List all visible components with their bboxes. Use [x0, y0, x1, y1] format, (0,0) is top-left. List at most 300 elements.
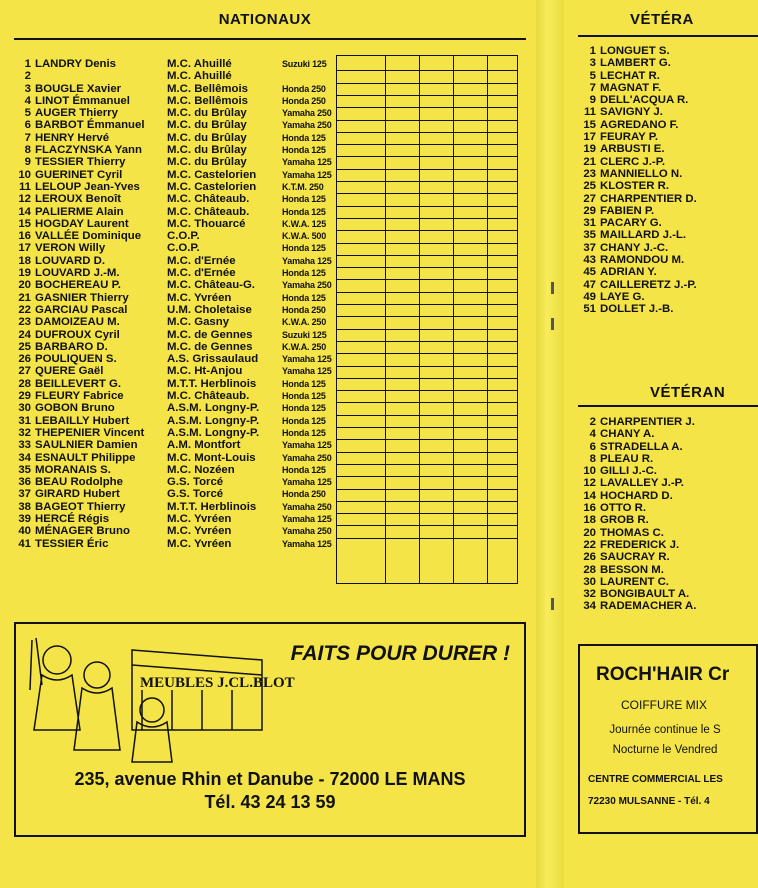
- rider-club: G.S. Torcé: [167, 488, 224, 501]
- veteran-row: [576, 465, 696, 477]
- grid-row-line: [337, 427, 517, 428]
- grid-row-line: [337, 255, 517, 256]
- veteran-name: CHARPENTIER D.: [600, 192, 697, 205]
- grid-row-line: [337, 378, 517, 379]
- veteran-name: STRADELLA A.: [600, 440, 683, 453]
- rider-club: M.C. Castelorien: [167, 168, 257, 181]
- nationaux-row: [14, 365, 336, 377]
- grid-row-line: [337, 489, 517, 490]
- rochhair-line1: COIFFURE MIX: [621, 698, 707, 712]
- nationaux-row: [14, 464, 336, 476]
- nationaux-row: [14, 267, 336, 279]
- nationaux-row: [14, 206, 336, 218]
- grid-row-line: [337, 243, 517, 244]
- veteran-name: CHANY A.: [600, 428, 655, 441]
- nationaux-row: [14, 390, 336, 402]
- rider-number: 10: [18, 168, 31, 181]
- rider-name: BOUGLE Xavier: [35, 82, 122, 95]
- rider-club: A.S.M. Longny-P.: [167, 414, 260, 427]
- grid-row-line: [337, 218, 517, 219]
- rider-number: 15: [18, 217, 31, 230]
- veterans-b-list: [576, 416, 696, 613]
- rider-club: M.C. Ht-Anjou: [167, 365, 243, 378]
- veteran-number: 1: [589, 45, 596, 57]
- veteran-number: 6: [589, 440, 596, 453]
- rider-bike: K.W.A. 500: [282, 231, 327, 242]
- rider-bike: Honda 125: [282, 194, 326, 205]
- veterans-a-list: [576, 45, 697, 316]
- veteran-name: AGREDANO F.: [600, 118, 679, 131]
- rider-name: GASNIER Thierry: [35, 291, 129, 304]
- grid-row-line: [337, 402, 517, 403]
- veteran-row: [576, 564, 696, 576]
- veteran-row: [576, 70, 697, 82]
- veteran-number: 20: [583, 526, 596, 539]
- rider-name: BEAU Rodolphe: [35, 476, 123, 489]
- rider-bike: Honda 125: [282, 378, 326, 389]
- grid-column-line: [453, 56, 454, 583]
- nationaux-row: [14, 378, 336, 390]
- rider-bike: Honda 125: [282, 206, 326, 217]
- veteran-row: [576, 193, 697, 205]
- rider-name: QUERE Gaël: [35, 365, 104, 378]
- veteran-name: SAUCRAY R.: [600, 551, 670, 564]
- ad-meubles: [14, 622, 526, 837]
- veteran-name: LAURENT C.: [600, 575, 669, 588]
- rider-bike: Honda 125: [282, 145, 326, 156]
- rider-number: 24: [18, 328, 31, 341]
- rider-club: M.C. du Brûlay: [167, 107, 247, 120]
- rider-number: 28: [18, 377, 31, 390]
- nationaux-row: [14, 107, 336, 119]
- rider-club: M.C. Mont-Louis: [167, 451, 256, 464]
- veteran-row: [576, 119, 697, 131]
- rider-name: MÉNAGER Bruno: [35, 525, 130, 538]
- veteran-row: [576, 453, 696, 465]
- nationaux-row: [14, 452, 336, 464]
- veteran-name: PLEAU R.: [600, 452, 654, 465]
- veteran-number: 31: [583, 217, 596, 230]
- veteran-name: MAGNAT F.: [600, 81, 662, 94]
- rider-name: LELOUP Jean-Yves: [35, 180, 140, 193]
- rider-bike: Yamaha 250: [282, 120, 332, 131]
- veteran-name: LECHAT R.: [600, 69, 660, 82]
- veteran-number: 27: [583, 192, 596, 205]
- rider-club: M.C. du Brûlay: [167, 144, 247, 157]
- veteran-name: MANNIELLO N.: [600, 167, 683, 180]
- veteran-name: MAILLARD J.-L.: [600, 229, 687, 242]
- veteran-row: [576, 303, 697, 315]
- veteran-row: [576, 428, 696, 440]
- rider-club: M.C. d'Ernée: [167, 267, 236, 280]
- veteran-number: 9: [589, 94, 596, 107]
- nationaux-row: [14, 230, 336, 242]
- rider-number: 8: [24, 144, 31, 157]
- rider-number: 4: [24, 94, 31, 107]
- rider-name: FLACZYNSKA Yann: [35, 144, 142, 157]
- veteran-name: LAMBERT G.: [600, 57, 671, 70]
- veteran-row: [576, 168, 697, 180]
- rider-number: 27: [18, 365, 31, 378]
- veteran-name: DOLLET J.-B.: [600, 303, 674, 316]
- veteran-name: RAMONDOU M.: [600, 254, 685, 267]
- rider-number: 20: [18, 279, 31, 292]
- veteran-name: CAILLERETZ J.-P.: [600, 278, 697, 291]
- grid-row-line: [337, 366, 517, 367]
- rider-number: 33: [18, 439, 31, 452]
- veteran-row: [576, 539, 696, 551]
- nationaux-row: [14, 353, 336, 365]
- veteran-number: 7: [589, 81, 596, 94]
- grid-row-line: [337, 279, 517, 280]
- grid-row-line: [337, 144, 517, 145]
- nationaux-row: [14, 402, 336, 414]
- veteran-name: BONGIBAULT A.: [600, 588, 690, 601]
- grid-column-line: [487, 56, 488, 583]
- rider-number: 18: [18, 254, 31, 267]
- veteran-number: 43: [583, 254, 596, 267]
- grid-row-line: [337, 304, 517, 305]
- veteran-number: 45: [583, 266, 596, 279]
- margin-mark: [551, 318, 554, 330]
- rider-number: 26: [18, 353, 31, 366]
- veteran-row: [576, 551, 696, 563]
- rider-bike: Yamaha 125: [282, 513, 332, 524]
- veteran-row: [576, 588, 696, 600]
- veteran-number: 35: [583, 229, 596, 242]
- nationaux-row: [14, 292, 336, 304]
- rider-name: HERCÉ Régis: [35, 512, 110, 525]
- rider-bike: Honda 125: [282, 391, 326, 402]
- veteran-number: 22: [583, 538, 596, 551]
- rider-name: LINOT Émmanuel: [35, 94, 130, 107]
- nationaux-row: [14, 439, 336, 451]
- rider-bike: Honda 125: [282, 403, 326, 414]
- grid-row-line: [337, 120, 517, 121]
- rider-club: C.O.P.: [167, 230, 200, 243]
- veteran-row: [576, 490, 696, 502]
- rider-name: VERON Willy: [35, 242, 106, 255]
- veteran-row: [576, 94, 697, 106]
- veteran-row: [576, 441, 696, 453]
- rider-name: DUFROUX Cyril: [35, 328, 120, 341]
- veteran-row: [576, 131, 697, 143]
- rider-bike: Yamaha 125: [282, 255, 332, 266]
- rider-bike: Yamaha 125: [282, 169, 332, 180]
- rider-club: M.C. du Brûlay: [167, 156, 247, 169]
- nationaux-row: [14, 501, 336, 513]
- rider-name: AUGER Thierry: [35, 107, 118, 120]
- veteran-number: 11: [583, 106, 596, 119]
- veteran-name: GROB R.: [600, 514, 649, 527]
- rider-bike: Yamaha 250: [282, 108, 332, 119]
- rider-name: GIRARD Hubert: [35, 488, 120, 501]
- veteran-name: FEURAY P.: [600, 131, 659, 144]
- veteran-row: [576, 527, 696, 539]
- veteran-row: [576, 291, 697, 303]
- rider-club: M.C. Yvréen: [167, 512, 232, 525]
- rider-bike: Yamaha 125: [282, 538, 332, 549]
- rider-name: VALLÉE Dominique: [35, 230, 142, 243]
- grid-row-line: [337, 292, 517, 293]
- grid-row-line: [337, 156, 517, 157]
- rider-bike: K.W.A. 125: [282, 218, 327, 229]
- grid-column-line: [419, 56, 420, 583]
- rider-club: M.C. Yvréen: [167, 525, 232, 538]
- rider-bike: K.W.A. 250: [282, 341, 327, 352]
- rider-club: M.C. Châteaub.: [167, 193, 250, 206]
- veteran-row: [576, 143, 697, 155]
- rider-name: POULIQUEN S.: [35, 353, 117, 366]
- rider-number: 36: [18, 476, 31, 489]
- veteran-name: HOCHARD D.: [600, 489, 673, 502]
- rochhair-title: ROCH'HAIR Cr: [596, 664, 730, 685]
- rider-club: A.S. Grissaulaud: [167, 353, 259, 366]
- veteran-row: [576, 266, 697, 278]
- veteran-number: 3: [589, 57, 596, 70]
- nationaux-row: [14, 341, 336, 353]
- grid-row-line: [337, 70, 517, 71]
- rider-number: 9: [24, 156, 31, 169]
- nationaux-row: [14, 329, 336, 341]
- veterans-a-rule: [578, 35, 758, 37]
- rider-number: 11: [18, 180, 31, 193]
- rider-bike: Honda 125: [282, 427, 326, 438]
- rider-bike: [282, 70, 336, 82]
- rider-club: M.C. d'Ernée: [167, 254, 236, 267]
- rider-club: M.C. du Brûlay: [167, 119, 247, 132]
- rider-club: M.C. Nozéen: [167, 463, 235, 476]
- veteran-name: LONGUET S.: [600, 45, 670, 57]
- veteran-name: KLOSTER R.: [600, 180, 669, 193]
- veteran-name: FREDERICK J.: [600, 538, 680, 551]
- veteran-name: SAVIGNY J.: [600, 106, 663, 119]
- veteran-number: 47: [583, 278, 596, 291]
- rider-number: 25: [18, 340, 31, 353]
- rochhair-line5: 72230 MULSANNE - Tél. 4: [588, 796, 710, 807]
- rider-name: GOBON Bruno: [35, 402, 115, 415]
- rider-club: G.S. Torcé: [167, 476, 224, 489]
- veteran-number: 14: [583, 489, 596, 502]
- rider-bike: Suzuki 125: [282, 59, 327, 69]
- rider-bike: Honda 125: [282, 268, 326, 279]
- grid-row-line: [337, 316, 517, 317]
- nationaux-row: [14, 427, 336, 439]
- veteran-name: BESSON M.: [600, 563, 664, 576]
- nationaux-row: [14, 476, 336, 488]
- nationaux-row: [14, 415, 336, 427]
- rider-name: HENRY Hervé: [35, 131, 110, 144]
- nationaux-row: [14, 95, 336, 107]
- rider-bike: Honda 125: [282, 132, 326, 143]
- veteran-name: OTTO R.: [600, 502, 646, 515]
- rider-bike: Suzuki 125: [282, 329, 327, 340]
- veteran-name: CHARPENTIER J.: [600, 416, 695, 428]
- nationaux-row: [14, 119, 336, 131]
- veteran-name: CHANY J.-C.: [600, 241, 669, 254]
- rider-bike: Honda 125: [282, 464, 326, 475]
- rider-club: M.C. Gasny: [167, 316, 230, 329]
- nationaux-row: [14, 218, 336, 230]
- veteran-name: ARBUSTI E.: [600, 143, 665, 156]
- margin-mark: [551, 598, 554, 610]
- grid-row-line: [337, 390, 517, 391]
- ad-slogan: FAITS POUR DURER !: [290, 642, 510, 665]
- grid-row-line: [337, 439, 517, 440]
- ad-address: 235, avenue Rhin et Danube - 72000 LE MANS: [74, 769, 466, 789]
- rider-club: M.C. de Gennes: [167, 328, 253, 341]
- veteran-number: 34: [583, 600, 596, 613]
- grid-row-line: [337, 452, 517, 453]
- rider-number: 7: [24, 131, 31, 144]
- veteran-number: 30: [583, 575, 596, 588]
- veteran-number: 32: [583, 588, 596, 601]
- nationaux-row: [14, 242, 336, 254]
- rider-club: M.T.T. Herblinois: [167, 500, 257, 513]
- veteran-row: [576, 229, 697, 241]
- veteran-number: 25: [583, 180, 596, 193]
- rider-bike: K.T.M. 250: [282, 181, 324, 192]
- veteran-name: FABIEN P.: [600, 204, 655, 217]
- rider-number: 39: [18, 512, 31, 525]
- grid-row-line: [337, 132, 517, 133]
- rider-club: A.M. Montfort: [167, 439, 241, 452]
- nationaux-rule: [14, 38, 526, 40]
- rider-bike: Honda 125: [282, 243, 326, 254]
- rider-bike: Yamaha 250: [282, 526, 332, 537]
- grid-row-line: [337, 464, 517, 465]
- veteran-name: LAVALLEY J.-P.: [600, 477, 684, 490]
- rider-name: GARCIAU Pascal: [35, 303, 128, 316]
- rider-number: 2: [24, 70, 31, 83]
- rider-club: M.C. Château-G.: [167, 279, 255, 292]
- rider-bike: Honda 250: [282, 95, 326, 106]
- rider-number: 5: [24, 107, 31, 120]
- grid-row-line: [337, 513, 517, 514]
- store-sign: MEUBLES J.CL.BLOT: [140, 675, 295, 691]
- veterans-b-title: VÉTÉRAN: [650, 384, 726, 401]
- rochhair-line2: Journée continue le S: [609, 724, 721, 736]
- rider-number: 31: [18, 414, 31, 427]
- rider-bike: Honda 250: [282, 489, 326, 500]
- rider-club: M.C. Bellêmois: [167, 94, 249, 107]
- rider-bike: Honda 250: [282, 83, 326, 94]
- rochhair-line4: CENTRE COMMERCIAL LES: [588, 774, 723, 785]
- veteran-name: DELL'ACQUA R.: [600, 94, 689, 107]
- nationaux-row: [14, 193, 336, 205]
- rider-number: 41: [18, 537, 31, 550]
- nationaux-table: [14, 58, 336, 550]
- grid-row-line: [337, 501, 517, 502]
- nationaux-row: [14, 488, 336, 500]
- nationaux-row: [14, 538, 336, 550]
- rider-name: HOGDAY Laurent: [35, 217, 129, 230]
- nationaux-row: [14, 513, 336, 525]
- rider-club: M.C. Yvréen: [167, 291, 232, 304]
- rider-bike: Yamaha 125: [282, 440, 332, 451]
- nationaux-row: [14, 83, 336, 95]
- veteran-number: 12: [583, 477, 596, 490]
- veteran-row: [576, 576, 696, 588]
- rider-club: M.C. Châteaub.: [167, 390, 250, 403]
- veteran-row: [576, 502, 696, 514]
- grid-row-line: [337, 181, 517, 182]
- veteran-name: LAYE G.: [600, 290, 645, 303]
- rider-name: ESNAULT Philippe: [35, 451, 136, 464]
- rider-name: LOUVARD J.-M.: [35, 267, 120, 280]
- ad-rochhair: [578, 644, 758, 834]
- rider-name: THEPENIER Vincent: [35, 426, 145, 439]
- veteran-row: [576, 57, 697, 69]
- rider-name: SAULNIER Damien: [35, 439, 138, 452]
- veteran-number: 16: [583, 502, 596, 515]
- rider-club: M.C. de Gennes: [167, 340, 253, 353]
- rider-number: 6: [24, 119, 31, 132]
- veteran-name: PACARY G.: [600, 217, 662, 230]
- veteran-number: 23: [583, 167, 596, 180]
- grid-column-line: [385, 56, 386, 583]
- rider-bike: K.W.A. 250: [282, 317, 327, 328]
- veteran-number: 19: [583, 143, 596, 156]
- veteran-row: [576, 205, 697, 217]
- rider-club: M.C. Ahuillé: [167, 58, 232, 70]
- nationaux-row: [14, 316, 336, 328]
- score-grid: [336, 55, 518, 584]
- veteran-row: [576, 514, 696, 526]
- rider-number: 1: [24, 58, 31, 70]
- veteran-number: 49: [583, 290, 596, 303]
- veteran-row: [576, 279, 697, 291]
- rider-name: LOUVARD D.: [35, 254, 106, 267]
- rider-club: U.M. Choletaise: [167, 303, 252, 316]
- rider-number: 32: [18, 426, 31, 439]
- veteran-number: 21: [583, 155, 596, 168]
- rider-name: TESSIER Éric: [35, 537, 109, 550]
- veteran-name: ADRIAN Y.: [600, 266, 657, 279]
- grid-row-line: [337, 525, 517, 526]
- veterans-b-rule: [578, 405, 758, 407]
- veteran-row: [576, 600, 696, 612]
- grid-row-line: [337, 107, 517, 108]
- rider-club: M.C. Bellêmois: [167, 82, 249, 95]
- nationaux-row: [14, 255, 336, 267]
- rider-name: LEROUX Benoît: [35, 193, 122, 206]
- veteran-number: 17: [583, 131, 596, 144]
- grid-row-line: [337, 230, 517, 231]
- rider-number: 38: [18, 500, 31, 513]
- rider-club: M.C. du Brûlay: [167, 131, 247, 144]
- grid-row-line: [337, 329, 517, 330]
- grid-row-line: [337, 169, 517, 170]
- grid-row-line: [337, 341, 517, 342]
- rider-name: GUERINET Cyril: [35, 168, 123, 181]
- margin-mark: [551, 282, 554, 294]
- veteran-number: 15: [583, 118, 596, 131]
- nationaux-row: [14, 304, 336, 316]
- grid-row-line: [337, 353, 517, 354]
- rider-club: C.O.P.: [167, 242, 200, 255]
- grid-row-line: [337, 83, 517, 84]
- veteran-number: 5: [589, 69, 596, 82]
- rider-name: LEBAILLY Hubert: [35, 414, 130, 427]
- rider-bike: Yamaha 125: [282, 366, 332, 377]
- veteran-row: [576, 477, 696, 489]
- rider-name: MORANAIS S.: [35, 463, 111, 476]
- rider-club: M.C. Ahuillé: [167, 70, 232, 83]
- nationaux-row: [14, 279, 336, 291]
- rider-name: BEILLEVERT G.: [35, 377, 122, 390]
- rider-number: 35: [18, 463, 31, 476]
